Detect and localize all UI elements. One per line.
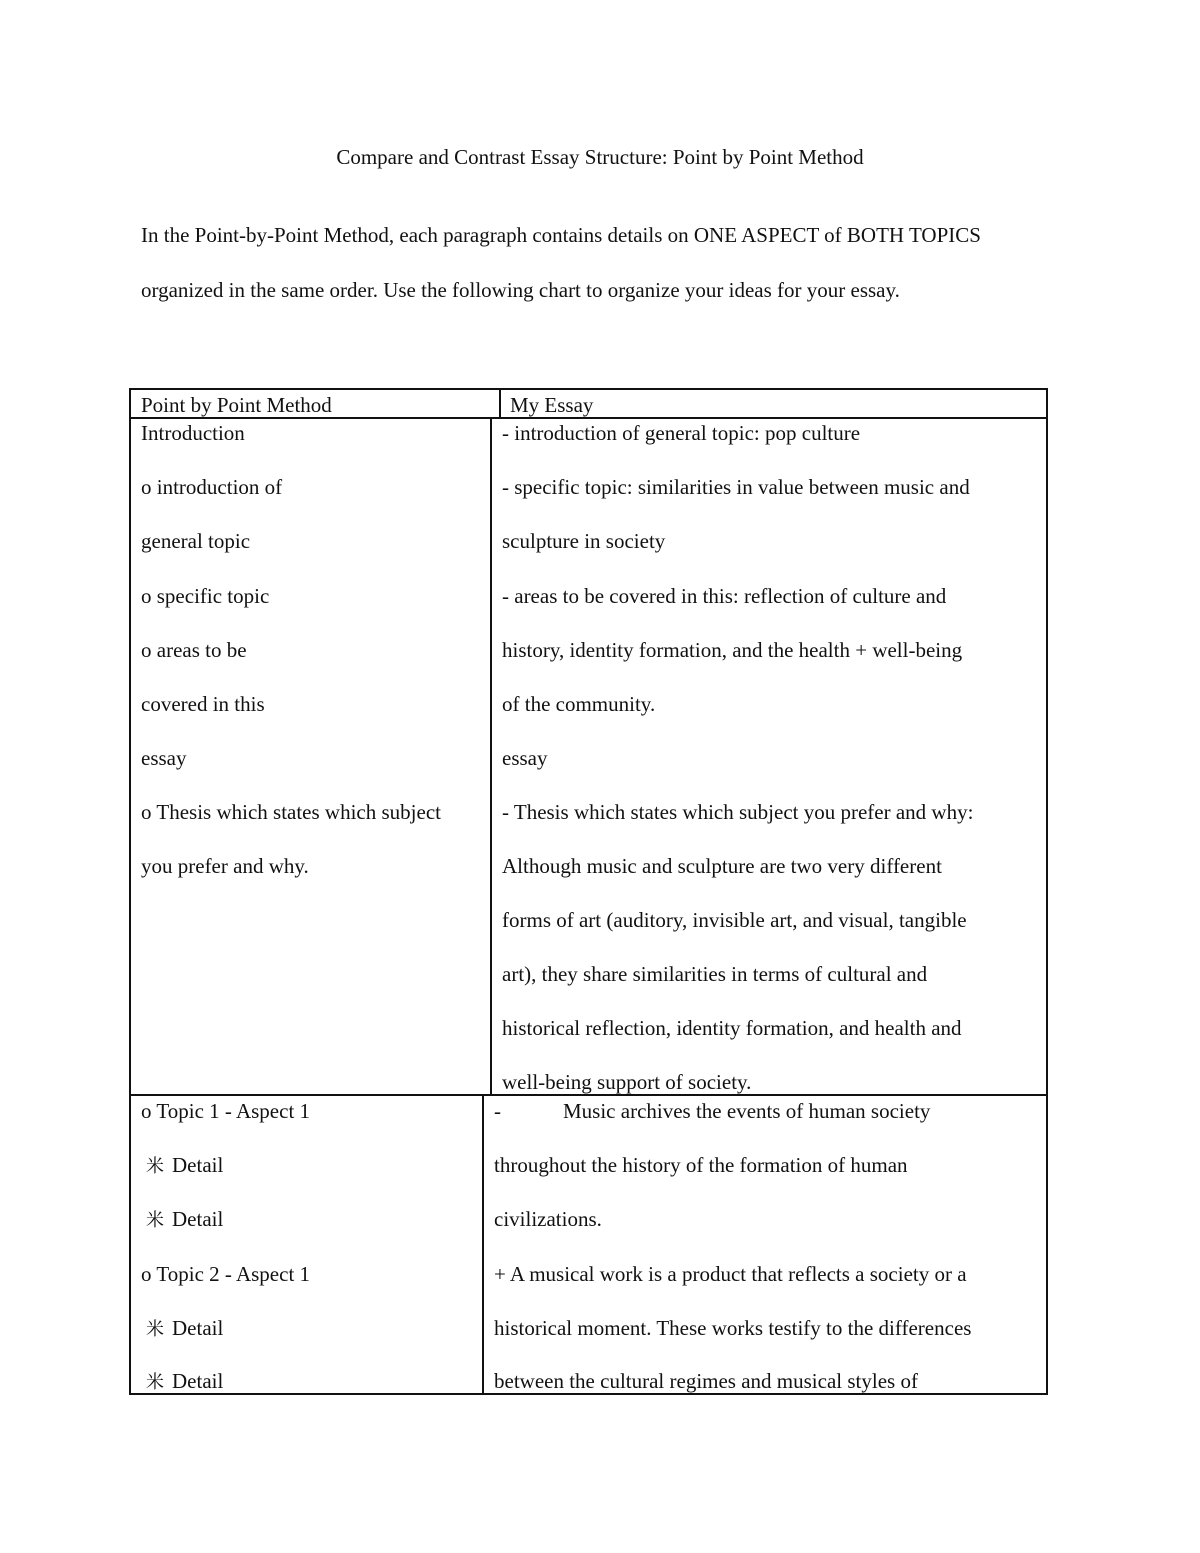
- detail-bullet-icon: 米: [146, 1210, 164, 1230]
- detail-label: Detail: [172, 1369, 224, 1393]
- row1-right-line: sculpture in society: [502, 529, 666, 553]
- row1-column-divider: [490, 418, 492, 1095]
- row1-right-line: - Thesis which states which subject you prefer and why:: [502, 800, 974, 824]
- header-my-essay: My Essay: [510, 393, 594, 417]
- row1-right-line: well-being support of society.: [502, 1070, 752, 1094]
- row1-left-line: general topic: [141, 529, 251, 553]
- row1-left-line: o introduction of: [141, 475, 283, 499]
- header-point-by-point: Point by Point Method: [141, 393, 332, 417]
- row2-topic-line: o Topic 2 - Aspect 1: [141, 1262, 311, 1286]
- row2-detail-item: [146, 1366, 223, 1397]
- header-column-divider: [499, 389, 501, 418]
- row2-right-line: throughout the history of the formation of human: [494, 1153, 908, 1177]
- row1-right-line: essay: [502, 746, 548, 770]
- row2-column-divider: [482, 1095, 484, 1394]
- detail-bullet-icon: 米: [146, 1372, 164, 1392]
- detail-bullet-icon: 米: [146, 1156, 164, 1176]
- row1-right-line: history, identity formation, and the health + well-being: [502, 638, 963, 662]
- row1-left-line: covered in this: [141, 692, 265, 716]
- detail-bullet-icon: 米: [146, 1319, 164, 1339]
- row2-topic-line: o Topic 1 - Aspect 1: [141, 1099, 311, 1123]
- row1-left-line: you prefer and why.: [141, 854, 309, 878]
- row2-right-line: + A musical work is a product that reflects a society or a: [494, 1262, 967, 1286]
- row2-detail-item: [146, 1204, 223, 1235]
- row1-right-line: historical reflection, identity formation, and health and: [502, 1016, 962, 1040]
- intro-paragraph: In the Point-by-Point Method, each paragraph contains details on ONE ASPECT of BOTH TOPICS organized in the same order. Use the following chart to organize your ideas for your essay.: [141, 223, 981, 302]
- detail-label: Detail: [172, 1153, 224, 1177]
- row2-detail-item: [146, 1313, 223, 1344]
- row1-right-line: Although music and sculpture are two very different: [502, 854, 942, 878]
- row1-right-line: forms of art (auditory, invisible art, and visual, tangible: [502, 908, 967, 932]
- row1-left-line: Introduction: [141, 421, 245, 445]
- row1-left-line: o areas to be: [141, 638, 247, 662]
- detail-label: Detail: [172, 1316, 224, 1340]
- row1-right-line: - areas to be covered in this: reflection of culture and: [502, 584, 947, 608]
- row2-right-line: historical moment. These works testify to the differences: [494, 1316, 972, 1340]
- row2-right-first-line: [494, 1096, 930, 1126]
- row1-right-line: of the community.: [502, 692, 656, 716]
- row2-right-line: between the cultural regimes and musical styles of: [494, 1369, 918, 1393]
- row1-left-line: o specific topic: [141, 584, 270, 608]
- row2-detail-item: [146, 1150, 223, 1181]
- page-title: Compare and Contrast Essay Structure: Point by Point Method: [336, 145, 864, 169]
- row1-left-line: essay: [141, 746, 187, 770]
- row2-right-first-text: Music archives the events of human society: [563, 1099, 931, 1123]
- row1-right-line: - specific topic: similarities in value between music and: [502, 475, 970, 499]
- row2-right-line: civilizations.: [494, 1207, 602, 1231]
- row1-right-line: - introduction of general topic: pop culture: [502, 421, 861, 445]
- dash-marker: -: [494, 1099, 501, 1123]
- detail-label: Detail: [172, 1207, 224, 1231]
- row1-right-line: art), they share similarities in terms of cultural and: [502, 962, 928, 986]
- row1-left-line: o Thesis which states which subject: [141, 800, 441, 824]
